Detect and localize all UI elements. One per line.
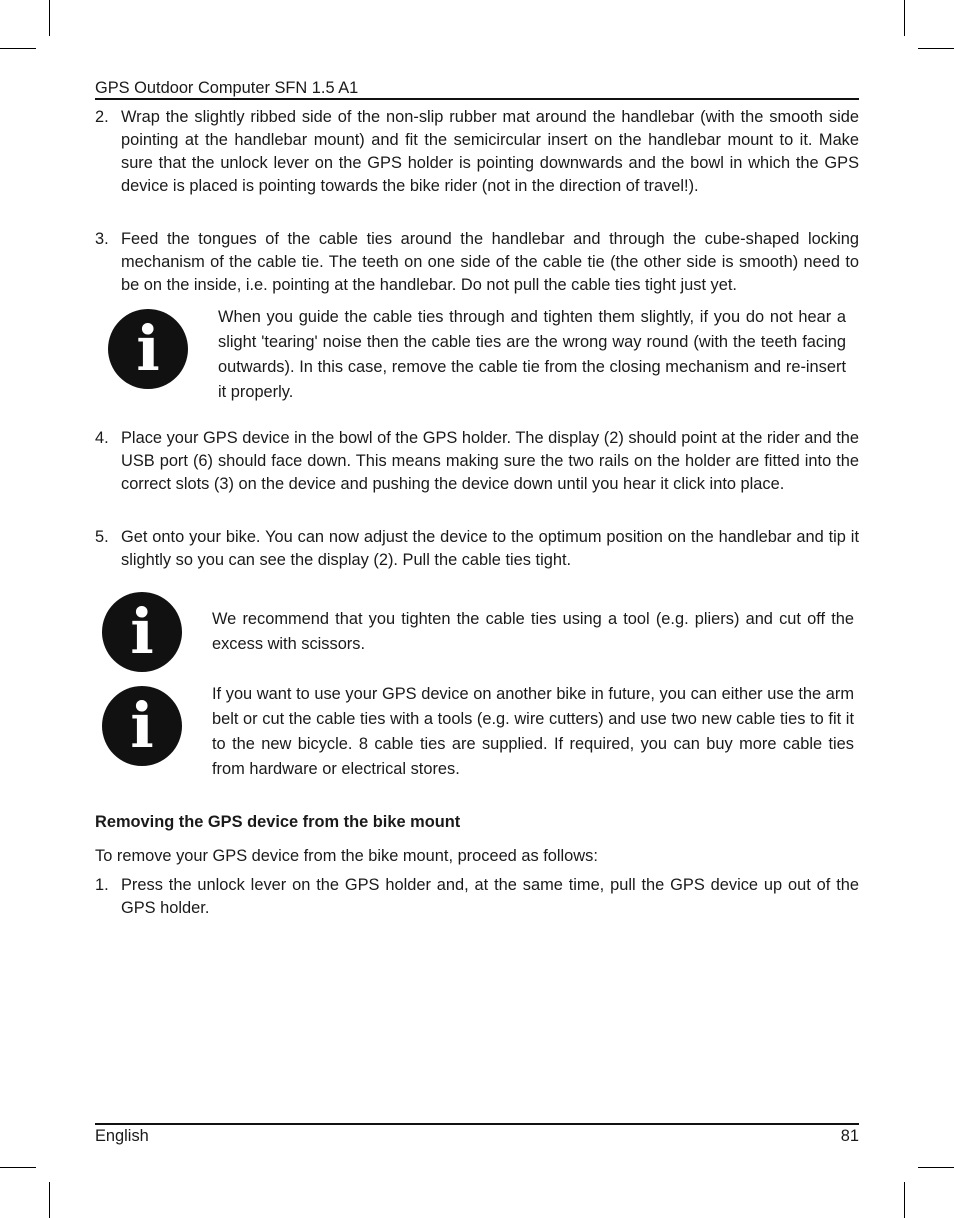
section-heading: Removing the GPS device from the bike mount bbox=[95, 813, 461, 831]
crop-mark bbox=[918, 48, 954, 49]
list-item bbox=[95, 427, 859, 496]
list-item bbox=[95, 874, 859, 920]
crop-mark bbox=[918, 1167, 954, 1168]
crop-mark bbox=[0, 48, 36, 49]
crop-mark bbox=[904, 1182, 905, 1218]
page-number: 81 bbox=[840, 1127, 859, 1145]
header-rule bbox=[95, 98, 859, 100]
list-item-number: 3. bbox=[95, 230, 109, 248]
list-item-number: 5. bbox=[95, 528, 109, 546]
footer-rule bbox=[95, 1123, 859, 1125]
footer-language: English bbox=[95, 1127, 149, 1145]
list-item-text: Wrap the slightly ribbed side of the non-slip rubber mat around the handlebar (with the smooth side pointing at the handlebar mount) and fit the semicircular insert on the handlebar mount to it. Make sure that the unlock lever on the GPS holder is pointing downwards and the bowl in which the GPS device is placed is pointing towards the bike rider (not in the direction of travel!). bbox=[121, 108, 859, 195]
crop-mark bbox=[49, 0, 50, 36]
list-item bbox=[95, 228, 859, 297]
list-item-text: Place your GPS device in the bowl of the GPS holder. The display (2) should point at the rider and the USB port (6) should face down. This means making sure the two rails on the holder are fitted into the correct slots (3) on the device and pushing the device down until you hear it click into place. bbox=[121, 429, 859, 493]
info-note: We recommend that you tighten the cable ties using a tool (e.g. pliers) and cut off the excess with scissors. bbox=[212, 610, 854, 653]
page-header-title: GPS Outdoor Computer SFN 1.5 A1 bbox=[95, 79, 359, 97]
list-item-number: 2. bbox=[95, 108, 109, 126]
crop-mark bbox=[0, 1167, 36, 1168]
info-icon: i bbox=[108, 309, 188, 389]
list-item bbox=[95, 106, 859, 198]
list-item-text: Press the unlock lever on the GPS holder and, at the same time, pull the GPS device up out of the GPS holder. bbox=[121, 876, 859, 917]
list-item bbox=[95, 526, 859, 572]
info-icon: i bbox=[102, 686, 182, 766]
info-icon: i bbox=[102, 592, 182, 672]
list-item-text: Get onto your bike. You can now adjust the device to the optimum position on the handlebar and tip it slightly so you can see the display (2). Pull the cable ties tight. bbox=[121, 528, 859, 569]
list-item-text: Feed the tongues of the cable ties around the handlebar and through the cube-shaped locking mechanism of the cable tie. The teeth on one side of the cable tie (the other side is smooth) need to be on the inside, i.e. pointing at the handlebar. Do not pull the cable ties tight just yet. bbox=[121, 230, 859, 294]
list-item-number: 1. bbox=[95, 876, 109, 894]
crop-mark bbox=[49, 1182, 50, 1218]
info-note: If you want to use your GPS device on another bike in future, you can either use the arm belt or cut the cable ties with a tools (e.g. wire cutters) and use two new cable ties to fit it to the new bicycle. 8 cable ties are supplied. If required, you can buy more cable ties from hardware or electrical stores. bbox=[212, 685, 854, 778]
section-intro: To remove your GPS device from the bike mount, proceed as follows: bbox=[95, 847, 598, 865]
list-item-number: 4. bbox=[95, 429, 109, 447]
info-note: When you guide the cable ties through and tighten them slightly, if you do not hear a slight 'tearing' noise then the cable ties are the wrong way round (with the teeth facing outwards). In this case, remove the cable tie from the closing mechanism and re-insert it properly. bbox=[218, 308, 846, 401]
crop-mark bbox=[904, 0, 905, 36]
